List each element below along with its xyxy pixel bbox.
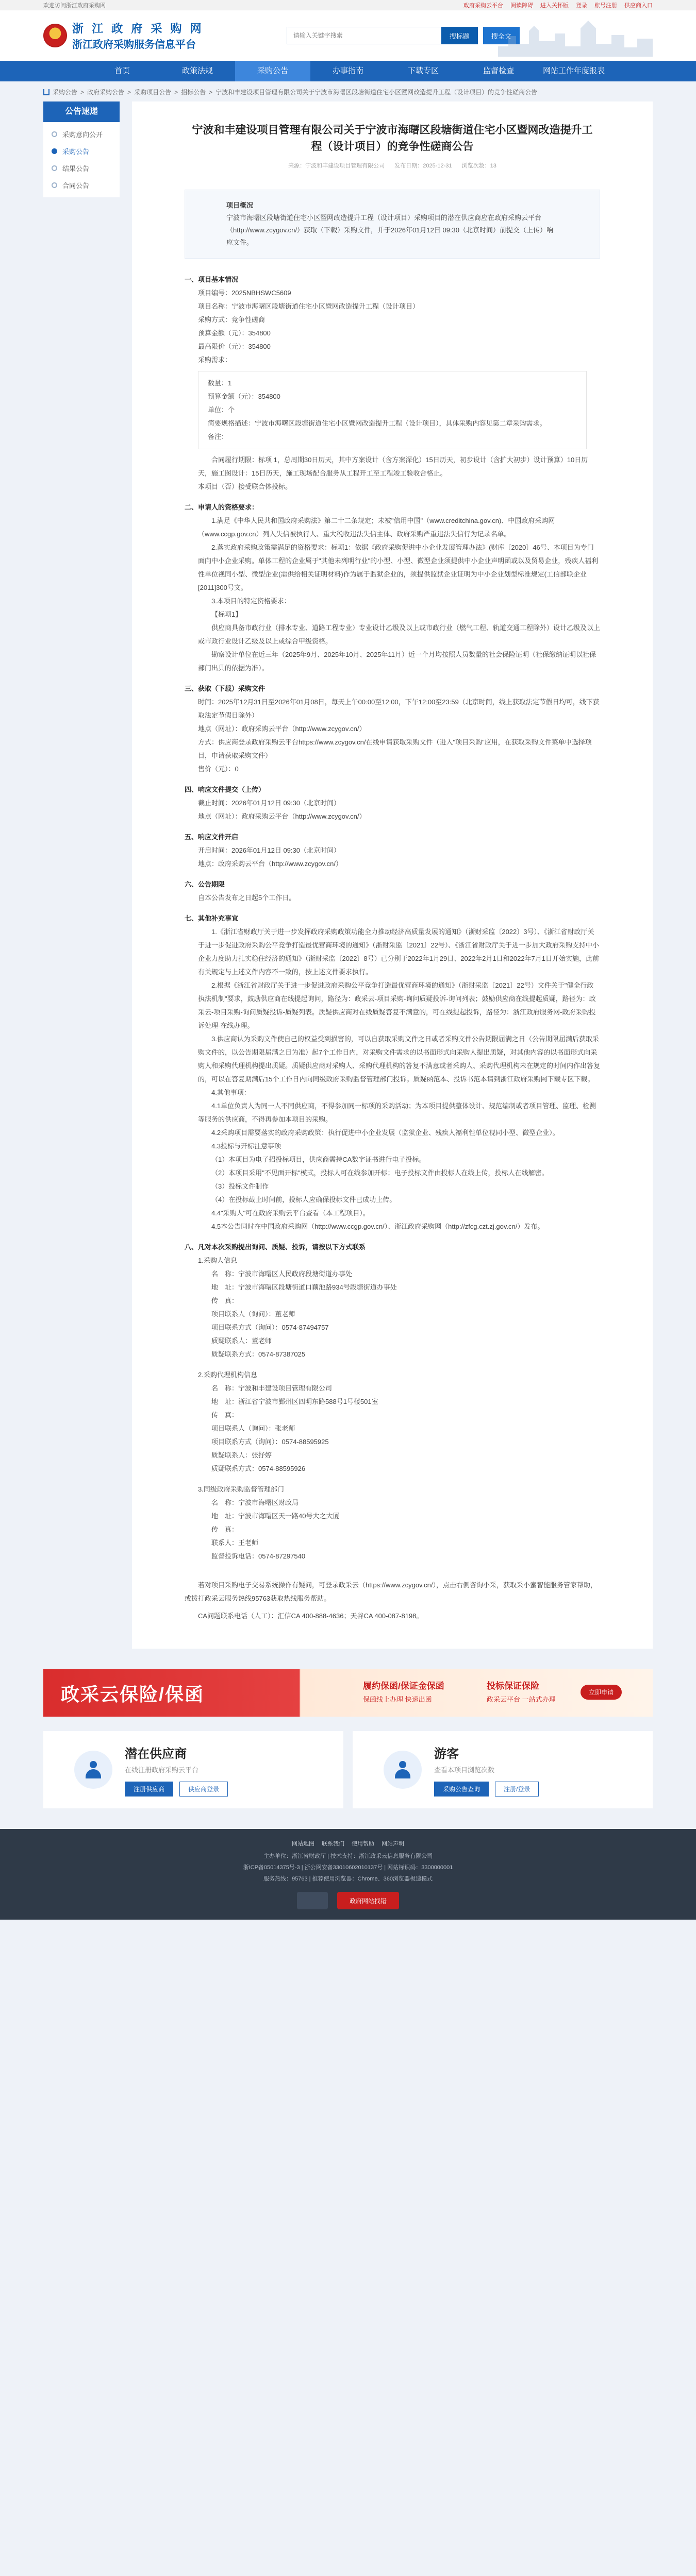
topbar-link-platform[interactable]: 政府采购云平台 — [463, 2, 503, 9]
supplier-card: 潜在供应商 在线注册政府采购云平台 注册供应商 供应商登录 — [43, 1731, 343, 1808]
sidebar-item-result[interactable]: 结果公告 — [43, 156, 120, 173]
lot-box: 数量：1 预算金额（元）：354800 单位：个 简要规格描述：宁波市海曙区段塘街道住宅小区暨网改造提升工程（设计项目），具体采购内容见第二章采购需求。 备注： — [198, 371, 587, 449]
home-icon — [43, 89, 49, 95]
nav-home[interactable]: 首页 — [114, 66, 130, 75]
section-heading: 二、申请人的资格要求： — [185, 503, 259, 511]
sidebar-title: 公告速递 — [43, 101, 120, 122]
summary-text: 宁波市海曙区段塘街道住宅小区暨网改造提升工程（设计项目）采购项目的潜在供应商应在政府采购云平台（http://www.zcygov.cn/）获取（下载）采购文件，并于2026年01月12日 09:30（北京时间）前提交（上传）响应文件。 — [226, 214, 554, 246]
section-heading: 一、项目基本情况 — [185, 276, 239, 283]
site-title: 浙 江 政 府 采 购 网 — [72, 22, 204, 35]
breadcrumb-current: 宁波和丰建设项目管理有限公司关于宁波市海曙区段塘街道住宅小区暨网改造提升工程（设计项目）的竞争性磋商公告 — [216, 89, 538, 96]
register-supplier-button[interactable]: 注册供应商 — [125, 1782, 173, 1797]
topbar-link-supplier[interactable]: 供应商入口 — [624, 2, 653, 9]
section-heading: 四、响应文件提交（上传） — [185, 786, 266, 793]
footnote: 若对项目采购电子交易系统操作有疑问，可登录政采云（https://www.zcygov.cn/），点击右侧咨询小采，获取采小蜜智能服务管家帮助，或拨打政采云服务热线95763获取热线服务帮助。 CA问题联系电话（人工）：汇信CA 400-888-4636；天谷CA 400-087-8198。 — [185, 1581, 598, 1620]
insurance-banner[interactable]: 政采云保险/保函 履约保函/保证金保函 保函线上办理 快速出函 投标保证保险 政采云平台 一站式办理 立即申请 — [43, 1669, 653, 1717]
party-gov-badge-icon[interactable] — [297, 1892, 328, 1909]
nav-guide[interactable]: 办事指南 — [332, 66, 363, 75]
section-heading: 五、响应文件开启 — [185, 833, 239, 841]
sidebar — [43, 101, 120, 197]
site-footer: 网站地图 联系我们 使用帮助 网站声明 主办单位：浙江省财政厅 | 技术支持：浙江政采云信息服务有限公司 浙ICP备05014375号-3 | 浙公网安备33010602010137号 | 网站标识码：3300000001 服务热线：95763 | 推荐使用浏览器：Chrome、360浏览器极速模式 政府网站找错 — [0, 1829, 696, 1920]
article-meta — [169, 161, 616, 178]
banner-apply-button[interactable]: 立即申请 — [581, 1685, 622, 1700]
search-bar — [287, 27, 520, 44]
section-heading: 七、其他补充事宜 — [185, 914, 239, 922]
breadcrumb: 采购公告 > 政府采购公告 > 采购项目公告 > 招标公告 > 宁波和丰建设项目管理有限公司关于宁波市海曙区段塘街道住宅小区暨网改造提升工程（设计项目）的竞争性磋商公告 — [43, 88, 653, 96]
sidebar-item-announcement[interactable]: 采购公告 — [43, 139, 120, 156]
top-utility-bar — [0, 0, 696, 10]
article-body: 一、项目基本情况 项目编号：2025NBHSWC5609 项目名称：宁波市海曙区段塘街道住宅小区暨网改造提升工程（设计项目） 采购方式：竞争性磋商 预算金额（元）：354800 最高限价（元）：354800 采购需求： 数量：1 预算金额（元）：354800 单位：个 简要规格描述：宁波市海曙区段塘街道住宅小区暨网改造提升工程（设计项目），具体采购内容见第二章采购需求。 备注： 合同履行期限：标项 1，总周期30日历天，其中方案设计（含方案深化）15日历天，初步设计（含扩大初步）设计预算）10日历天，施工图设计：15日历天，施工现场配合服务从工程开工至工程竣工验收合格止。 本项目（否）接受联合体投标。 二、申请人的资格要求： 1.满足《中华人民共和国政府采购法》第二十二条规定；未被"信用中国"（www.creditchina.gov.cn)、中国政府采购网（www.ccgp.gov.cn）列入失信被执行人、重大税收违法失信主体、政府采购严重违法失信行为记录名单。 2.落实政府采购政策需满足的资格要求：标项1：依据《政府采购促进中小企业发展管理办法》(财库〔2020〕46号、本项目为专门面向中小企业采购。单体工程的企业属于"其他未列明行业"的小型、小型、微型企业须提供中小企业声明函或以及贸易企业，残疾人福利性单位视同小型、微型企业(需供给相关证明材料)作为属于监狱企业的，须提供监狱企业证明为中小企业划型标准规定(工信部联企业[2011]300号文。 3.本项目的特定资格要求： 【标项1】 供应商具备市政行业（排水专业、道路工程专业）专业设计乙级及以上或市政行业（燃气工程、轨道交通工程除外）设计乙级及以上或市政行业设计乙级及以上或综合甲级资格。 勘察设计单位在近三年（2025年9月、2025年10月、2025年11月）近一个月均按照人员数量的社会保险证明（社保缴纳证明以社保部门出具的依据为准）。 三、获取（下载）采购文件 时间：2025年12月31日至2026年01月08日，每天上午00:00至12:00，下午12:00至23:59（北京时间，线上获取法定节假日均可，线下获取法定节假日除外） 地点（网址）：政府采购云平台（http://www.zcygov.cn/） 方式：供应商登录政府采购云平台https://www.zcygov.cn/在线申请获取采购文件（进入"项目采购"应用，在获取采购文件菜单中选择项目，申请获取采购文件） 售价（元）：0 四、响应文件提交（上传） 截止时间：2026年01月12日 09:30（北京时间） 地点（网址）：政府采购云平台（http://www.zcygov.cn/） 五、响应文件开启 开启时间：2026年01月12日 09:30（北京时间） 地点：政府采购云平台（http://www.zcygov.cn/） 六、公告期限 自本公告发布之日起5个工作日。 七、其他补充事宜 1.《浙江省财政厅关于进一步发挥政府采购政策功能全力推动经济高质量发展的通知》（浙财采监〔2022〕3号）、《浙江省财政厅关于进一步促进政府采购公平竞争打造最优营商环境的通知》（浙财采监〔2021〕22号）、《浙江省财政厅关于进一步加大政府采购支持中小企业力度助力扎实稳住经济的通知》（浙财采监〔2022〕8号）已分别于2022年1月29日、2022年2月1日和2022年7月1日开始实施，此前有关规定与上述文件内容不一致的，按上述文件要求执行。 2.根据《浙江省财政厅关于进一步促进政府采购公平竞争打造最优营商环境的通知》（浙财采监〔2021〕22号）文件关于"健全行政执法机制"要求，鼓励供应商在线提起询问，路径为：政采云-项目采购-询问质疑投诉-询问列表；鼓励供应商在线提起质疑，路径为：政采云-项目采购-询问质疑投诉-质疑列表。质疑供应商对在线质疑答复不满意的，可在线提起投诉，路径为：浙江政府服务网-政府采购投诉处理-在线办理。 3.供应商认为采购文件使自己的权益受到损害的，可以自获取采购文件之日或者采购文件公告期限届满之日（公告期限届满后获取采购文件的，以公告期限届满之日为准）起7个工作日内，对采购文件需求的以书面形式向采购人提出质疑，对其他内容的以书面形式向采购人和采购代理机构提出质疑。质疑供应商对采购人、采购代理机构的答复不满意或者采购人、采购代理机构未在规定的时间内作出答复的，可以在答复期满后15个工作日内向同级政府采购监督管理部门投诉。质疑函范本、投诉书范本请到浙江政府采购网下载专区下载。 4.其他事项： 4.1单位负责人为同一人不同供应商，不得参加同一标项的采购活动；为本项目提供整体设计、规范编制或者项目管理、监理、检测等服务的供应商，不得再参加本项目的采购。 4.2采购项目需要落实的政府采购政策：执行促进中小企业发展（监狱企业、残疾人福利性单位视同小型、微型企业）。 4.3投标与开标注意事项 （1）本项目为电子招投标项目，供应商需持CA数字证书进行电子投标。 （2）本项目采用"不见面开标"模式，投标人可在线参加开标；电子投标文件由投标人在线上传，投标人在线解密。 （3）投标文件制作 （4）在投标截止时间前，投标人应确保投标文件已成功上传。 4.4"采购人"可在政府采购云平台查看（本工程项目）。 4.5本公告同时在中国政府采购网（http://www.ccgp.gov.cn/）、浙江政府采购网（http://zfcg.czt.zj.gov.cn/）发布。 八、凡对本次采购提出询问、质疑、投诉，请按以下方式联系 1.采购人信息 名 称：宁波市海曙区人民政府段塘街道办事处 地 址：宁波市海曙区段塘街道口藕池路934号段塘街道办事处 传 真： 项目联系人（询问）：董老师 项目联系方式（询问）：0574-87494757 质疑联系人：董老师 质疑联系方式：0574-87387025 2.采购代理机构信息 名 称：宁波和丰建设项目管理有限公司 地 址：浙江省宁波市鄞州区四明东路588号1号楼501室 传 真： 项目联系人（询问）：张老师 项目联系方式（询问）：0574-88595925 质疑联系人：张抒婷 质疑联系方式：0574-88595926 3.同级政府采购监督管理部门 名 称：宁波市海曙区财政局 地 址：宁波市海曙区天一路40号大之大厦 传 真： 联系人：王老师 监督投诉电话：0574-87297540 若对项目采购电子交易系统操作有疑问，可登录政采云（https://www.zcygov.cn/），点击右侧咨询小采，获取采小蜜智能服务管家帮助，或拨打政采云服务热线95763获取热线服务帮助。 CA问题联系电话（人工）：汇信CA 400-888-4636；天谷CA 400-087-8198。 — [169, 273, 616, 1623]
article-panel — [132, 101, 653, 1649]
article-views: 浏览次数：13 — [461, 163, 496, 169]
user-cards — [43, 1731, 653, 1808]
welcome-text: 欢迎访问浙江政府采购网 — [43, 2, 106, 9]
announcement-query-button[interactable]: 采购公告查询 — [434, 1782, 489, 1797]
national-emblem-icon — [43, 24, 67, 47]
breadcrumb-item[interactable]: 政府采购公告 — [87, 89, 125, 96]
nav-downloads[interactable]: 下载专区 — [407, 66, 439, 75]
project-summary — [185, 190, 600, 259]
nav-annual-report[interactable]: 网站工作年度报表 — [542, 66, 605, 75]
footer-link-statement[interactable]: 网站声明 — [382, 1841, 404, 1847]
breadcrumb-item[interactable]: 采购公告 — [53, 89, 78, 96]
breadcrumb-item[interactable]: 招标公告 — [181, 89, 206, 96]
sidebar-item-contract[interactable]: 合同公告 — [43, 173, 120, 190]
topbar-link-care-mode[interactable]: 进入关怀版 — [540, 2, 569, 9]
skyline-decoration-icon — [498, 15, 653, 57]
main-nav — [0, 61, 696, 81]
article-date: 发布日期：2025-12-31 — [394, 163, 452, 169]
supplier-login-button[interactable]: 供应商登录 — [179, 1782, 228, 1797]
s1-lines: 项目编号：2025NBHSWC5609 项目名称：宁波市海曙区段塘街道住宅小区暨网改造提升工程（设计项目） 采购方式：竞争性磋商 预算金额（元）：354800 最高限价（元）：354800 采购需求： — [198, 289, 420, 364]
visitor-card: 游客 查看本项目浏览次数 采购公告查询 注册/登录 — [353, 1731, 653, 1808]
breadcrumb-item[interactable]: 采购项目公告 — [134, 89, 172, 96]
radio-dot-icon — [52, 148, 57, 154]
section-heading: 八、凡对本次采购提出询问、质疑、投诉，请按以下方式联系 — [185, 1243, 366, 1251]
search-title-button[interactable]: 搜标题 — [441, 27, 478, 44]
sidebar-item-intent[interactable]: 采购意向公开 — [43, 122, 120, 139]
topbar-link-login[interactable]: 登录 — [576, 2, 587, 9]
site-logo[interactable] — [43, 20, 204, 51]
topbar-link-accessibility[interactable]: 阅读障碍 — [510, 2, 533, 9]
visitor-login-button[interactable]: 注册/登录 — [495, 1782, 539, 1797]
visitor-avatar-icon — [384, 1751, 422, 1789]
page-title: 宁波和丰建设项目管理有限公司关于宁波市海曙区段塘街道住宅小区暨网改造提升工程（设计项目）的竞争性磋商公告 — [192, 124, 593, 152]
section-heading: 三、获取（下载）采购文件 — [185, 685, 266, 692]
radio-dot-icon — [52, 165, 57, 171]
footer-link-contact[interactable]: 联系我们 — [322, 1841, 344, 1847]
site-header — [0, 10, 696, 61]
site-subtitle: 浙江政府采购服务信息平台 — [72, 39, 196, 50]
summary-title: 项目概况 — [226, 201, 254, 209]
banner-title: 政采云保险/保函 — [61, 1683, 205, 1705]
nav-supervision[interactable]: 监督检查 — [483, 66, 514, 75]
nav-announcements[interactable]: 采购公告 — [235, 61, 310, 81]
supplier-avatar-icon — [74, 1751, 112, 1789]
radio-dot-icon — [52, 182, 57, 188]
radio-dot-icon — [52, 131, 57, 137]
nav-policies[interactable]: 政策法规 — [181, 66, 213, 75]
search-input[interactable] — [287, 27, 441, 44]
topbar-link-register[interactable]: 账号注册 — [594, 2, 617, 9]
search-fulltext-button[interactable]: 搜全文 — [483, 27, 520, 44]
footer-link-sitemap[interactable]: 网站地图 — [292, 1841, 314, 1847]
section-heading: 六、公告期限 — [185, 880, 225, 888]
gov-error-report-badge[interactable]: 政府网站找错 — [337, 1892, 399, 1909]
footer-link-help[interactable]: 使用帮助 — [352, 1841, 374, 1847]
article-source: 来源：宁波和丰建设项目管理有限公司 — [288, 163, 385, 169]
